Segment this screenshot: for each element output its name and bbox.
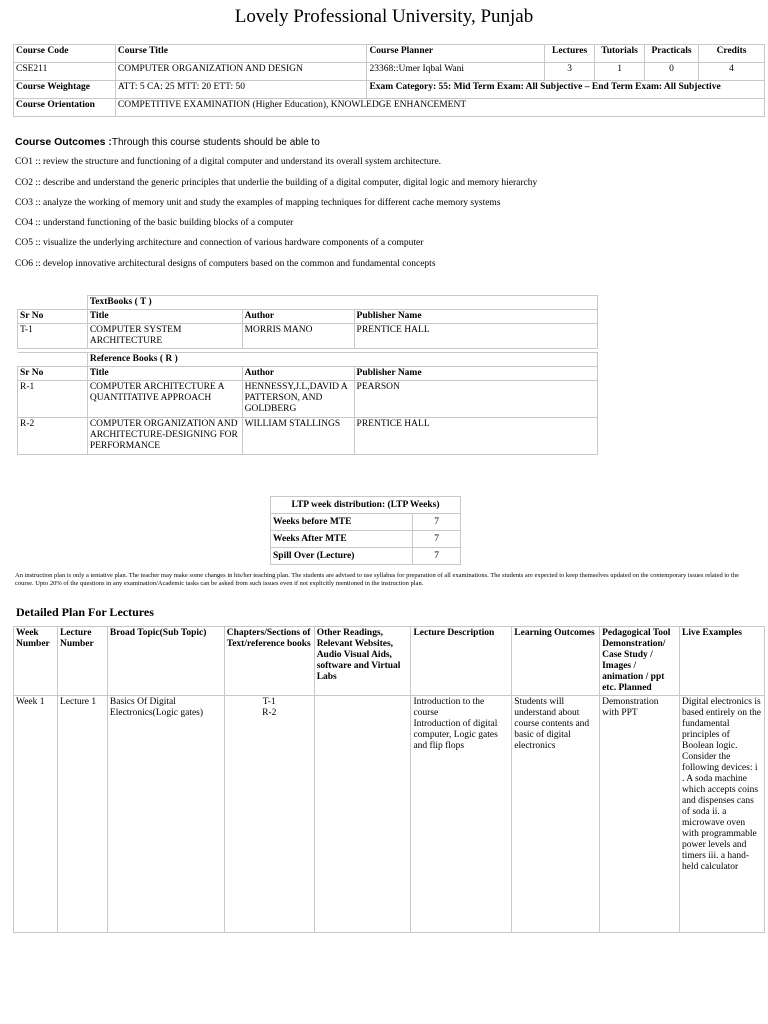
table-row xyxy=(18,324,598,349)
book-sr-no: R-2 xyxy=(18,418,88,455)
chapter-ref: R-2 xyxy=(262,708,277,718)
ltp-row-value: 7 xyxy=(413,514,461,531)
page-title: Lovely Professional University, Punjab xyxy=(234,6,534,27)
course-outcome-item: CO3 :: analyze the working of memory unit and study the examples of mapping techniques for different cache memory systems xyxy=(15,198,501,208)
books-table xyxy=(17,295,598,455)
course-info-table xyxy=(13,44,765,117)
col-title: Title xyxy=(87,367,242,381)
course-outcome-item: CO4 :: understand functioning of the basic building blocks of a computer xyxy=(15,218,294,228)
col-week-number: Week Number xyxy=(14,627,58,696)
ltp-distribution-table xyxy=(270,496,461,565)
col-sr-no: Sr No xyxy=(18,310,88,324)
course-outcomes-intro: Through this course students should be able to xyxy=(111,137,320,148)
col-chapters: Chapters/Sections of Text/reference books xyxy=(224,627,314,696)
book-title: COMPUTER ARCHITECTURE A QUANTITATIVE APPROACH xyxy=(87,381,242,418)
col-publisher: Publisher Name xyxy=(354,367,597,381)
book-author: MORRIS MANO xyxy=(242,324,354,349)
reference-heading-row xyxy=(18,353,598,367)
book-author: HENNESSY,J.L,DAVID A PATTERSON, AND GOLDBERG xyxy=(242,381,354,418)
ltp-row-label: Weeks After MTE xyxy=(271,531,413,548)
col-title: Title xyxy=(87,310,242,324)
header-credits: Credits xyxy=(699,45,765,63)
ltp-row-value: 7 xyxy=(413,548,461,565)
book-sr-no: R-1 xyxy=(18,381,88,418)
course-outcomes-label: Course Outcomes : xyxy=(15,136,112,148)
course-outcome-item: CO6 :: develop innovative architectural designs of computers based on the common and fundamental concepts xyxy=(15,259,436,269)
col-lecture-number: Lecture Number xyxy=(57,627,107,696)
table-row xyxy=(18,381,598,418)
ltp-row-label: Spill Over (Lecture) xyxy=(271,548,413,565)
weightage-label: Course Weightage xyxy=(14,81,116,99)
course-outcome-item: CO2 :: describe and understand the generic principles that underlie the building of a digital computer, digital logic and memory hierarchy xyxy=(15,178,538,188)
chapter-ref: T-1 xyxy=(262,697,276,707)
reference-header-row xyxy=(18,367,598,381)
chapter-refs xyxy=(224,696,314,933)
col-other-readings: Other Readings, Relevant Websites, Audio Visual Aids, software and Virtual Labs xyxy=(314,627,411,696)
book-sr-no: T-1 xyxy=(18,324,88,349)
course-code: CSE211 xyxy=(14,63,116,81)
course-planner: 23368::Umer Iqbal Wani xyxy=(367,63,545,81)
pedagogical-tool: Demonstration with PPT xyxy=(600,696,680,933)
orientation-value: COMPETITIVE EXAMINATION (Higher Education), KNOWLEDGE ENHANCEMENT xyxy=(115,99,764,117)
col-publisher: Publisher Name xyxy=(354,310,597,324)
book-title: COMPUTER ORGANIZATION AND ARCHITECTURE-DESIGNING FOR PERFORMANCE xyxy=(87,418,242,455)
lecture-description: Introduction to the course Introduction of digital computer, Logic gates and flip flops xyxy=(411,696,512,933)
textbooks-heading-row xyxy=(18,296,598,310)
col-broad-topic: Broad Topic(Sub Topic) xyxy=(107,627,224,696)
table-row xyxy=(271,514,461,531)
course-header-row xyxy=(14,45,765,63)
weightage-value: ATT: 5 CA: 25 MTT: 20 ETT: 50 xyxy=(115,81,367,99)
broad-topic: Basics Of Digital Electronics(Logic gates) xyxy=(107,696,224,933)
col-pedagogical-tool: Pedagogical Tool Demonstration/ Case Study / Images / animation / ppt etc. Planned xyxy=(600,627,680,696)
lectures-value: 3 xyxy=(545,63,595,81)
table-row xyxy=(14,696,765,933)
orientation-label: Course Orientation xyxy=(14,99,116,117)
live-examples: Digital electronics is based entirely on the fundamental principles of Boolean logic. Consider the following devices: i . A soda machine which accepts coins and dispenses cans of soda ii. a microwave oven with programmable power levels and timers iii. a hand-held calculator xyxy=(680,696,765,933)
col-live-examples: Live Examples xyxy=(680,627,765,696)
header-course-title: Course Title xyxy=(115,45,367,63)
course-orientation-row xyxy=(14,99,765,117)
book-author: WILLIAM STALLINGS xyxy=(242,418,354,455)
credits-value: 4 xyxy=(699,63,765,81)
course-outcomes-heading xyxy=(15,136,320,148)
ltp-heading: LTP week distribution: (LTP Weeks) xyxy=(271,497,461,514)
lecture-plan-table xyxy=(13,626,765,933)
header-tutorials: Tutorials xyxy=(595,45,645,63)
book-publisher: PEARSON xyxy=(354,381,597,418)
col-sr-no: Sr No xyxy=(18,367,88,381)
ltp-row-value: 7 xyxy=(413,531,461,548)
course-outcome-item: CO1 :: review the structure and functioning of a digital computer and understand its overall system architecture. xyxy=(15,157,442,167)
header-course-planner: Course Planner xyxy=(367,45,545,63)
reference-books-heading: Reference Books ( R ) xyxy=(87,353,597,367)
plan-header-row xyxy=(14,627,765,696)
tutorials-value: 1 xyxy=(595,63,645,81)
table-row xyxy=(271,548,461,565)
detailed-plan-heading: Detailed Plan For Lectures xyxy=(16,605,154,619)
book-publisher: PRENTICE HALL xyxy=(354,324,597,349)
col-author: Author xyxy=(242,367,354,381)
textbooks-header-row xyxy=(18,310,598,324)
course-title: COMPUTER ORGANIZATION AND DESIGN xyxy=(115,63,367,81)
exam-category: Exam Category: 55: Mid Term Exam: All Subjective – End Term Exam: All Subjective xyxy=(367,81,765,99)
lecture-number: Lecture 1 xyxy=(57,696,107,933)
instruction-plan-disclaimer: An instruction plan is only a tentative plan. The teacher may make some changes in his/her teaching plan. The students are advised to use syllabus for preparation of all examinations. The students are expected to keep themselves updated on the contemporary issues related to the course. Upto 20% of the questions in any examination/Academic tasks can be asked from such issues even if not explicitly mentioned in the instruction plan. xyxy=(15,572,739,587)
other-readings xyxy=(314,696,411,933)
book-publisher: PRENTICE HALL xyxy=(354,418,597,455)
course-weightage-row xyxy=(14,81,765,99)
ltp-row-label: Weeks before MTE xyxy=(271,514,413,531)
col-learning-outcomes: Learning Outcomes xyxy=(512,627,600,696)
practicals-value: 0 xyxy=(645,63,699,81)
table-row xyxy=(18,418,598,455)
course-outcome-item: CO5 :: visualize the underlying architecture and connection of various hardware components of a computer xyxy=(15,238,424,248)
header-practicals: Practicals xyxy=(645,45,699,63)
col-author: Author xyxy=(242,310,354,324)
book-title: COMPUTER SYSTEM ARCHITECTURE xyxy=(87,324,242,349)
table-row xyxy=(271,531,461,548)
header-lectures: Lectures xyxy=(545,45,595,63)
textbooks-heading: TextBooks ( T ) xyxy=(87,296,597,310)
header-course-code: Course Code xyxy=(14,45,116,63)
course-value-row xyxy=(14,63,765,81)
col-lecture-description: Lecture Description xyxy=(411,627,512,696)
learning-outcomes: Students will understand about course contents and basic of digital electronics xyxy=(512,696,600,933)
week-number: Week 1 xyxy=(14,696,58,933)
